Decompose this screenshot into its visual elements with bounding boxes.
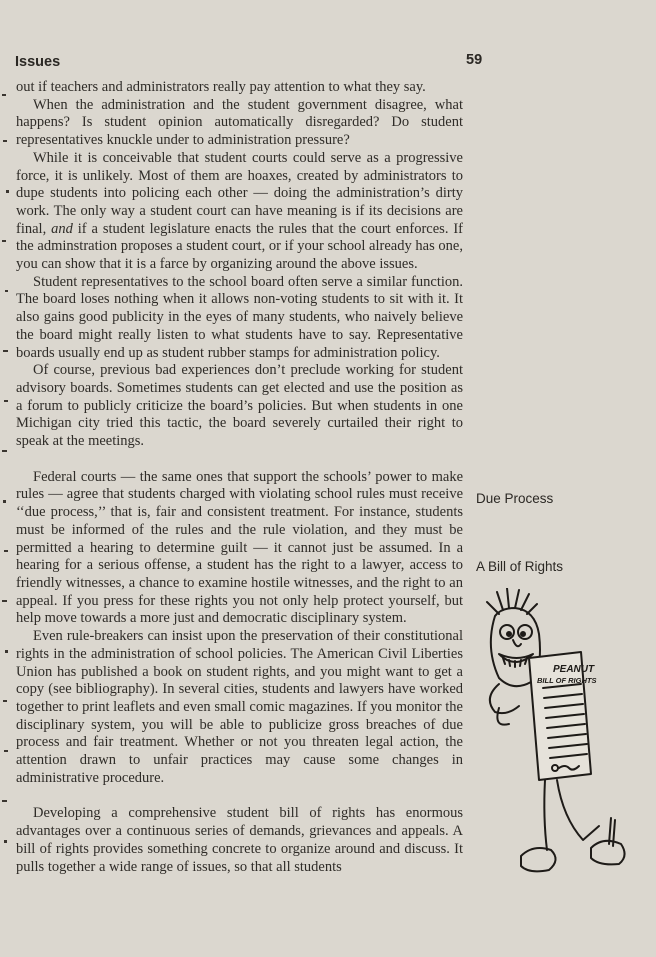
paragraph-text: if a student legislature enacts the rules that the court enforces. If the adminstration proposes a student court, or if your school already has one, you can show that it is a farce by organizing around the above issues. [16,220,464,273]
paragraph-due-process: Federal courts — the same ones that support the schools’ power to make rules — agree that students charged with violating school rules must receive ‘‘due process,’’ that is, fair and consistent treatment. For instance, students must be informed of the rules and the rule violation, and they must be permitted a hearing to determine guilt — it cannot just be assumed. In a hearing for a serious offense, a student has the right to a lawyer, access to friendly witnesses, a chance to examine hostile witnesses, and the right to an appeal. If you press for these rights you not only help protect yourself, but help move towards a more just and democratic disciplinary system. [16,468,463,627]
paragraph: Even rule-breakers can insist upon the preservation of their constitutional rights in the administration of school policies. The American Civil Liberties Union has published a book on student rights, and you might want to get a copy (see bibliography). In several cities, students and lawyers have worked together to print leaflets and even small comic magazines. If you monitor the disciplinary system, you will be able to publicize gross breaches of due process and fair treatment. Whether or not you threaten legal action, the attention drawn to unfair practices may cause some changes in administrative procedure. [16,628,463,786]
page-number: 59 [466,52,483,68]
body-text [16,79,463,876]
paragraph: Student representatives to the school board often serve a similar function. The board loses nothing when it allows non-voting students to sit with it. It also gains good publicity in the eyes of many students, who naively believe the board might really listen to what students have to say. Representative boards usually end up as student rubber stamps for administration policy. [16,273,463,361]
sidenote-bill-of-rights: A Bill of Rights [476,559,564,574]
emphasis-and: and [51,220,73,237]
sign-title: PEANUT [553,664,595,675]
paragraph: Of course, previous bad experiences don’t preclude working for student advisory boards. Sometimes students can get elected and use the position as a forum to publicly criticize the board’s policies. But when students in one Michigan city tried this tactic, the board severely curtailed their right to speak at the meetings. [16,362,463,450]
paragraph-text: While it is conceivable that student courts could serve as a progressive force, it is unlikely. Most of them are hoaxes, created by administrators to dupe students into policing each other — doing the administration’s dirty work. The only way a student court can have meaning is if its decisions are final, [16,149,463,237]
margin-bleed-marks [0,80,14,850]
section-title: Issues [15,54,61,70]
paragraph: out if teachers and administrators really pay attention to what they say. [16,79,426,95]
paragraph: When the administration and the student government disagree, what happens? Is student opinion automatically disregarded? Do student representatives knuckle under to administration pressure? [16,96,463,149]
paragraph [16,150,463,274]
sidenote-due-process: Due Process [476,491,554,506]
peanut-cartoon-illustration [473,588,629,890]
paragraph-bill-of-rights: Developing a comprehensive student bill of rights has enormous advantages over a continuous series of demands, grievances and appeals. A bill of rights provides something concrete to organize around and discuss. It pulls together a wide range of issues, so that all students [16,805,463,875]
page-header [0,50,656,74]
sign-subtitle: BILL OF RIGHTS [537,676,597,685]
